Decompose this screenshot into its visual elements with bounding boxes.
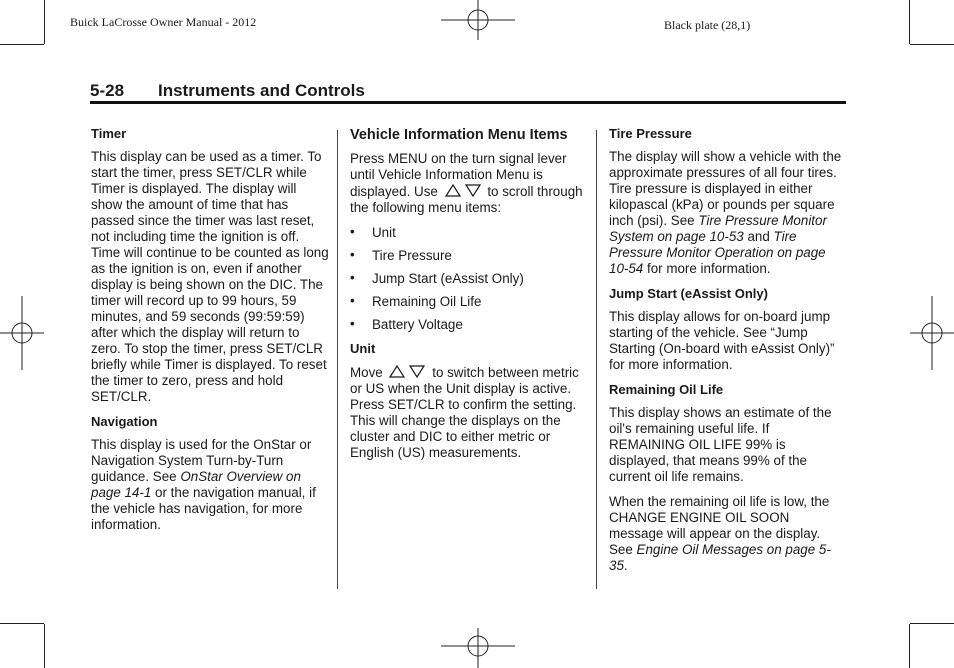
plate-label: Black plate (28,1) — [664, 18, 751, 32]
page-title — [90, 81, 365, 101]
bullet: • — [350, 293, 355, 308]
list-item-label: Jump Start (eAssist Only) — [372, 271, 524, 286]
oil-text-part: . — [623, 558, 628, 573]
engine-oil-messages-reference: Engine Oil Messages on page 5-35 — [609, 542, 831, 573]
crop-mark-top-right-v — [909, 0, 910, 44]
timer-text: This display can be used as a timer. To start the timer, press SET/CLR while Timer is displayed. The display will show the amount of time that has passed since the timer was last reset, not including time the ignition is off. Time will continue to be counted as long as the ignition is on, even if another display is being shown on the DIC. The timer will record up to 99 hours, 59 minutes, and 59 seconds (99:59:59) after which the display will return to zero. To stop the timer, press SET/CLR briefly while Timer is displayed. To reset the timer to zero, press and hold SET/CLR. — [91, 149, 329, 404]
oil-low-text — [609, 494, 845, 574]
column-divider-1 — [337, 130, 338, 589]
bullet: • — [350, 224, 355, 239]
menu-items-intro — [350, 151, 586, 216]
title-rule — [90, 101, 846, 104]
navigation-text-part: or the navigation manual, if the vehicle has navigation, for more information. — [91, 485, 316, 532]
remaining-oil-life-heading: Remaining Oil Life — [609, 382, 724, 397]
list-item-label: Battery Voltage — [372, 317, 463, 332]
column-1 — [91, 126, 329, 542]
crop-mark-bottom-left-h — [0, 623, 44, 624]
unit-text-part: to switch between metric or US when the Unit display is active. Press SET/CLR to confirm the setting. This will change the displays on the cluster and DIC to either metric or English (US) measurements. — [350, 365, 579, 460]
page-number: 5-28 — [90, 81, 125, 100]
oil-text-part: When the remaining oil life is low, the CHANGE ENGINE OIL SOON message will appear on the display. See — [609, 494, 830, 557]
list-item — [350, 248, 586, 264]
menu-intro-part: Press MENU on the turn signal lever until Vehicle Information Menu is displayed. Use — [350, 151, 567, 199]
scroll-up-down-arrows-icon — [444, 183, 482, 198]
registration-mark-bottom-icon — [441, 624, 515, 668]
crop-mark-top-left-v — [44, 0, 45, 44]
timer-heading: Timer — [91, 126, 127, 141]
jump-start-heading: Jump Start (eAssist Only) — [609, 286, 768, 301]
registration-mark-top-icon — [441, 0, 515, 44]
bullet: • — [350, 316, 355, 331]
manual-title: Buick LaCrosse Owner Manual - 2012 — [70, 15, 257, 29]
registration-mark-left-icon — [0, 296, 44, 370]
navigation-text — [91, 437, 329, 533]
column-divider-2 — [596, 130, 597, 589]
tire-text-part: The display will show a vehicle with the approximate pressures of all four tires. Tire pressure is displayed in either kilopascal (kPa) or pounds per square inch (psi). See — [609, 149, 842, 228]
menu-items-list — [350, 225, 586, 333]
crop-mark-bottom-left-v — [44, 624, 45, 668]
navigation-heading: Navigation — [91, 414, 158, 429]
list-item — [350, 271, 586, 287]
crop-mark-bottom-right-h — [910, 623, 954, 624]
bullet: • — [350, 270, 355, 285]
tpms-operation-reference: Tire Pressure Monitor Operation on page 10-54 — [609, 229, 826, 276]
oil-life-text: This display shows an estimate of the oil's remaining useful life. If REMAINING OIL LIFE 99% is displayed, that means 99% of the current oil life remains. — [609, 405, 832, 484]
navigation-text-part: This display is used for the OnStar or Navigation System Turn-by-Turn guidance. See — [91, 437, 312, 484]
unit-text-part: Move — [350, 365, 383, 380]
unit-heading: Unit — [350, 341, 376, 356]
list-item-label: Remaining Oil Life — [372, 294, 482, 309]
crop-mark-top-left-h — [0, 44, 44, 45]
list-item — [350, 225, 586, 241]
column-2 — [350, 126, 586, 470]
menu-intro-part: to scroll through the following menu items: — [350, 184, 583, 215]
list-item — [350, 294, 586, 310]
registration-mark-right-icon — [910, 296, 954, 370]
crop-mark-top-right-h — [910, 44, 954, 45]
tire-text-part: and — [743, 229, 774, 244]
up-down-arrows-icon — [388, 364, 426, 379]
list-item-label: Unit — [372, 225, 396, 240]
list-item — [350, 317, 586, 333]
tire-pressure-heading: Tire Pressure — [609, 126, 692, 141]
list-item-label: Tire Pressure — [372, 248, 452, 263]
onstar-reference: OnStar Overview on page 14-1 — [91, 469, 301, 500]
tire-text-part: for more information. — [643, 261, 771, 276]
menu-items-heading: Vehicle Information Menu Items — [350, 127, 568, 143]
tpms-reference: Tire Pressure Monitor System on page 10-53 — [609, 213, 827, 244]
crop-mark-bottom-right-v — [909, 624, 910, 668]
column-3 — [609, 126, 845, 583]
tire-pressure-text — [609, 149, 845, 277]
bullet: • — [350, 247, 355, 262]
unit-text — [350, 364, 586, 461]
section-title: Instruments and Controls — [158, 81, 365, 100]
jump-start-text: This display allows for on-board jump starting of the vehicle. See “Jump Starting (On-board with eAssist Only)” for more information. — [609, 309, 835, 372]
